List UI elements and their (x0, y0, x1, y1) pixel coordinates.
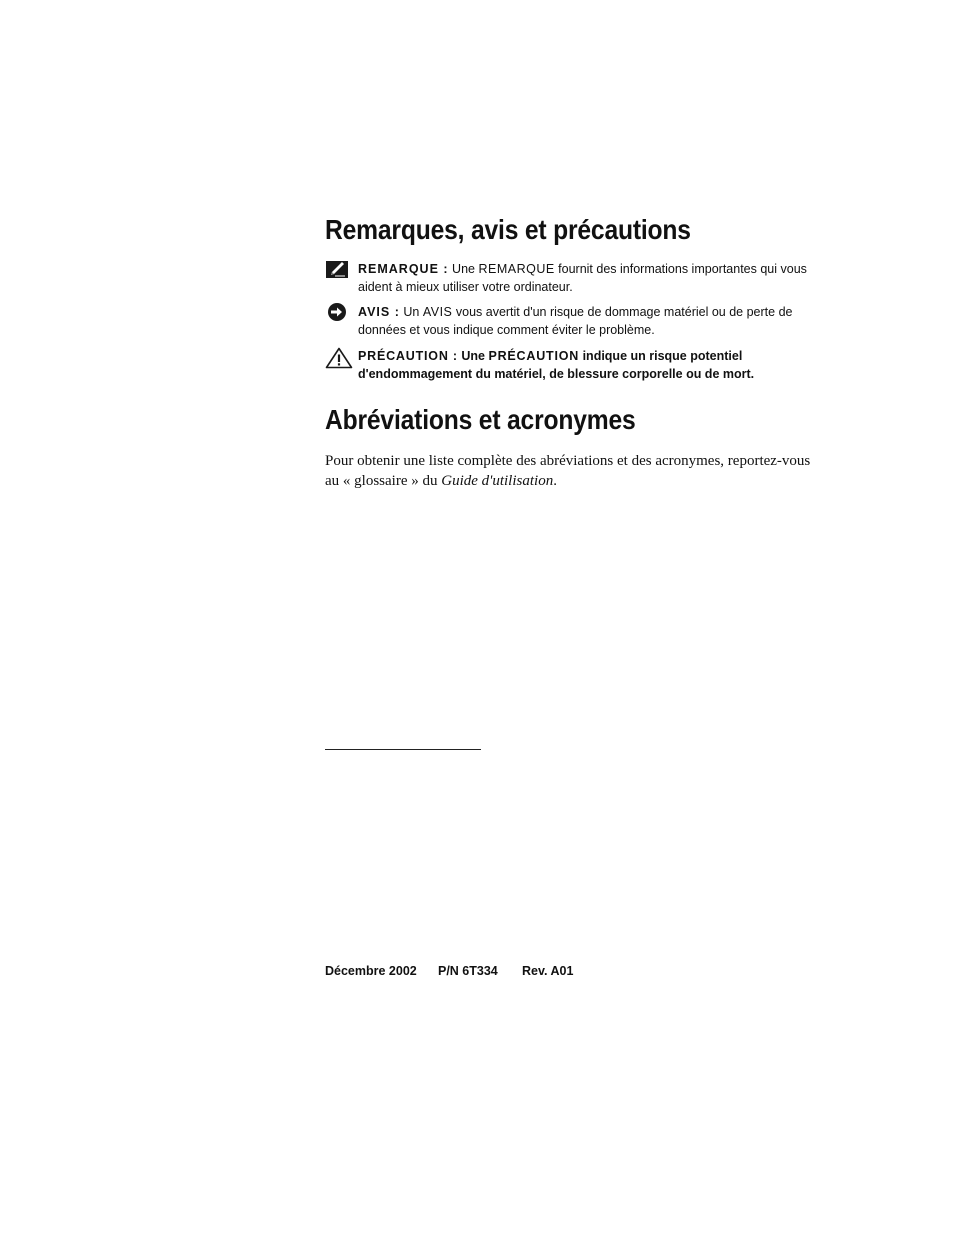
paragraph-end: . (553, 473, 557, 489)
note-text: Une (448, 262, 479, 276)
warning-triangle-icon (325, 347, 353, 374)
footer-date: Décembre 2002 (325, 964, 417, 978)
guide-title: Guide d'utilisation (441, 473, 554, 489)
section-title-notices: Remarques, avis et précautions (325, 214, 691, 245)
caution-text: indique un risque potentiel d'endommagement du matériel, de blessure corporelle ou de mort. (358, 349, 755, 381)
pencil-note-icon (325, 260, 349, 285)
caution-text: Une (457, 349, 489, 363)
note-avis (325, 303, 820, 343)
notice-keyword: AVIS (422, 305, 453, 319)
note-remarque (325, 260, 820, 300)
footer-revision: Rev. A01 (522, 964, 574, 978)
note-text: fournit des informations importantes qui vous aident à mieux utiliser votre ordinateur. (358, 262, 807, 294)
note-precaution (325, 347, 820, 387)
notice-text: Un (399, 305, 423, 319)
note-keyword: REMARQUE (478, 262, 555, 276)
notice-label: AVIS : (358, 305, 400, 319)
caution-keyword: PRÉCAUTION (488, 349, 580, 363)
note-label: REMARQUE : (358, 262, 449, 276)
footer-part-number: P/N 6T334 (438, 964, 498, 978)
paragraph-text: Pour obtenir une liste complète des abréviations et des acronymes, reportez-vous au « glossaire » du (325, 453, 811, 489)
caution-label: PRÉCAUTION : (358, 349, 458, 363)
abbreviations-paragraph (325, 451, 817, 491)
notice-text: vous avertit d'un risque de dommage matériel ou de perte de données et vous indique comment éviter le problème. (358, 305, 793, 337)
notice-arrow-icon (325, 303, 349, 328)
divider (325, 749, 481, 750)
section-title-abbreviations: Abréviations et acronymes (325, 404, 636, 435)
